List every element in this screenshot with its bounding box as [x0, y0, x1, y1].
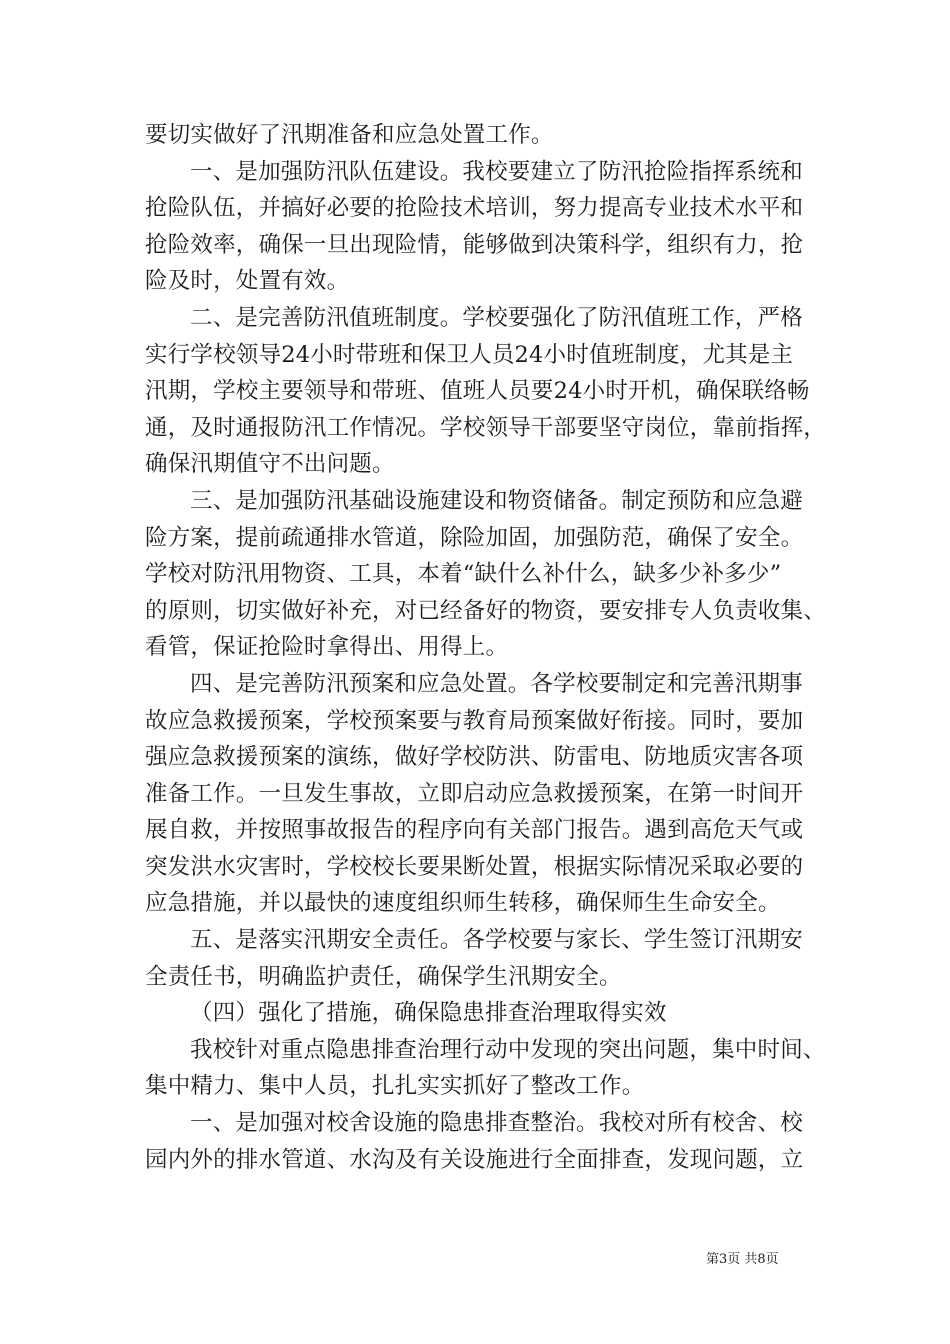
text-line: 应急措施，并以最快的速度组织师生转移，确保师生生命安全。: [145, 890, 781, 917]
text-line: 通，及时通报防汛工作情况。学校领导干部要坚守岗位，靠前指挥，: [145, 414, 827, 441]
paragraph-first-line: 二、是完善防汛值班制度。学校要强化了防汛值班工作，严格: [190, 304, 803, 331]
text-line: 突发洪水灾害时，学校校长要果断处置，根据实际情况采取必要的: [145, 853, 804, 880]
page-number: 第3页 共8页: [706, 1252, 779, 1267]
text-line: 准备工作。一旦发生事故，立即启动应急救援预案，在第一时间开: [145, 780, 804, 807]
paragraph-first-line: 一、是加强对校舍设施的隐患排查整治。我校对所有校舍、校: [190, 1110, 803, 1137]
paragraph-first-line: 我校针对重点隐患排查治理行动中发现的突出问题，集中时间、: [190, 1036, 826, 1063]
text-line: 汛期，学校主要领导和带班、值班人员要24小时开机，确保联络畅: [145, 378, 810, 405]
paragraph-first-line: 三、是加强防汛基础设施建设和物资储备。制定预防和应急避: [190, 487, 803, 514]
text-line: 抢险效率，确保一旦出现险情，能够做到决策科学，组织有力，抢: [145, 231, 804, 258]
text-line: 的原则，切实做好补充，对已经备好的物资，要安排专人负责收集、: [145, 597, 827, 624]
text-line: 看管，保证抢险时拿得出、用得上。: [145, 634, 509, 661]
text-line: 集中精力、集中人员，扎扎实实抓好了整改工作。: [145, 1073, 645, 1100]
paragraph-first-line: 四、是完善防汛预案和应急处置。各学校要制定和完善汛期事: [190, 670, 803, 697]
text-line: 强应急救援预案的演练，做好学校防洪、防雷电、防地质灾害各项: [145, 744, 804, 771]
text-line: 要切实做好了汛期准备和应急处置工作。: [145, 122, 554, 148]
paragraph-first-line: （四）强化了措施，确保隐患排查治理取得实效: [190, 1000, 667, 1027]
document-body: [145, 117, 835, 1178]
text-line: 展自救，并按照事故报告的程序向有关部门报告。遇到高危天气或: [145, 817, 804, 844]
text-line: 抢险队伍，并搞好必要的抢险技术培训，努力提高专业技术水平和: [145, 195, 804, 222]
paragraph-first-line: 五、是落实汛期安全责任。各学校要与家长、学生签订汛期安: [190, 927, 803, 954]
text-line: 故应急救援预案，学校预案要与教育局预案做好衔接。同时，要加: [145, 707, 804, 734]
text-line: 实行学校领导24小时带班和保卫人员24小时值班制度，尤其是主: [145, 341, 794, 368]
text-line: 确保汛期值守不出问题。: [145, 451, 395, 478]
text-line: 园内外的排水管道、水沟及有关设施进行全面排查，发现问题，立: [145, 1146, 804, 1173]
text-line: 险方案，提前疏通排水管道，除险加固，加强防范，确保了安全。: [145, 524, 804, 551]
text-line: 险及时，处置有效。: [145, 268, 350, 295]
text-line: 学校对防汛用物资、工具，本着“缺什么补什么，缺多少补多少”: [145, 561, 782, 588]
paragraph-first-line: 一、是加强防汛队伍建设。我校要建立了防汛抢险指挥系统和: [190, 158, 803, 185]
text-line: 全责任书，明确监护责任，确保学生汛期安全。: [145, 963, 622, 990]
